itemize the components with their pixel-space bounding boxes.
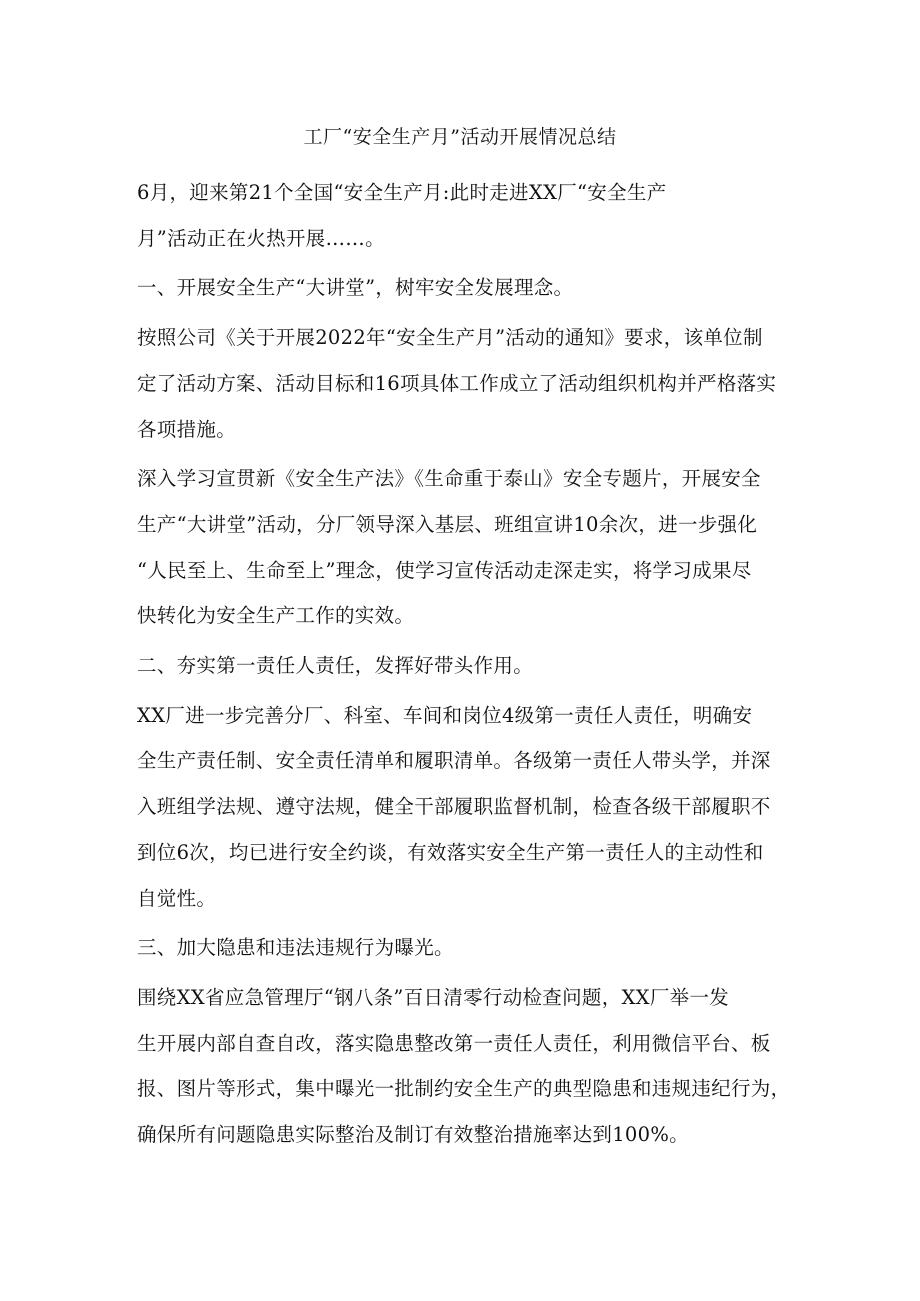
heading-line: 一、开展安全生产“大讲堂”，树牢安全发展理念。	[137, 276, 574, 300]
paragraph-line: 定了活动方案、活动目标和16项具体工作成立了活动组织机构并严格落实	[137, 371, 777, 395]
paragraph-line: 快转化为安全生产工作的实效。	[137, 604, 415, 628]
paragraph-line: 围绕XX省应急管理厅“钢八条”百日清零行动检查问题，XX厂举一发	[137, 985, 730, 1009]
body-paragraph-exposure	[137, 975, 791, 1158]
paragraph-line: 入班组学法规、遵守法规，健全干部履职监督机制，检查各级干部履职不	[137, 795, 771, 819]
paragraph-line: 全生产责任制、安全责任清单和履职清单。各级第一责任人带头学，并深	[137, 749, 771, 773]
document-title: 工厂“安全生产月”活动开展情况总结	[303, 126, 617, 148]
paragraph-line: 按照公司《关于开展2022年“安全生产月”活动的通知》要求，该单位制	[137, 326, 763, 350]
body-paragraph-activity-plan	[137, 315, 787, 452]
section-heading-2	[137, 643, 787, 689]
heading-line: 三、加大隐患和违法违规行为曝光。	[137, 936, 454, 960]
document-body	[137, 170, 791, 1162]
paragraph-line: 自觉性。	[137, 886, 217, 910]
paragraph-line: 各项措施。	[137, 417, 237, 441]
paragraph-line: 6月，迎来第21个全国“安全生产月:此时走进XX厂“安全生产	[137, 181, 667, 204]
heading-line: 二、夯实第一责任人责任，发挥好带头作用。	[137, 654, 534, 678]
section-heading-3	[137, 925, 787, 971]
body-paragraph-responsibility	[137, 693, 787, 922]
paragraph-line: 深入学习宣贯新《安全生产法》《生命重于泰山》安全专题片，开展安全	[137, 467, 761, 491]
paragraph-line: 生开展内部自查自改，落实隐患整改第一责任人责任，利用微信平台、板	[137, 1031, 771, 1055]
body-paragraph-study	[137, 456, 787, 639]
paragraph-line: 报、图片等形式，集中曝光一批制约安全生产的典型隐患和违规违纪行为，	[137, 1077, 791, 1101]
paragraph-line: 确保所有问题隐患实际整治及制订有效整治措施率达到100%。	[137, 1123, 689, 1147]
paragraph-line: 生产“大讲堂”活动，分厂领导深入基层、班组宣讲10余次，进一步强化	[137, 512, 758, 536]
paragraph-line: “人民至上、生命至上”理念，使学习宣传活动走深走实，将学习成果尽	[137, 558, 752, 582]
paragraph-line: 月”活动正在火热开展……。	[137, 226, 385, 250]
intro-paragraph	[137, 170, 787, 261]
section-heading-1	[137, 265, 787, 311]
paragraph-line: 到位6次，均已进行安全约谈，有效落实安全生产第一责任人的主动性和	[137, 840, 764, 864]
paragraph-line: XX厂进一步完善分厂、科室、车间和岗位4级第一责任人责任，明确安	[137, 703, 753, 727]
